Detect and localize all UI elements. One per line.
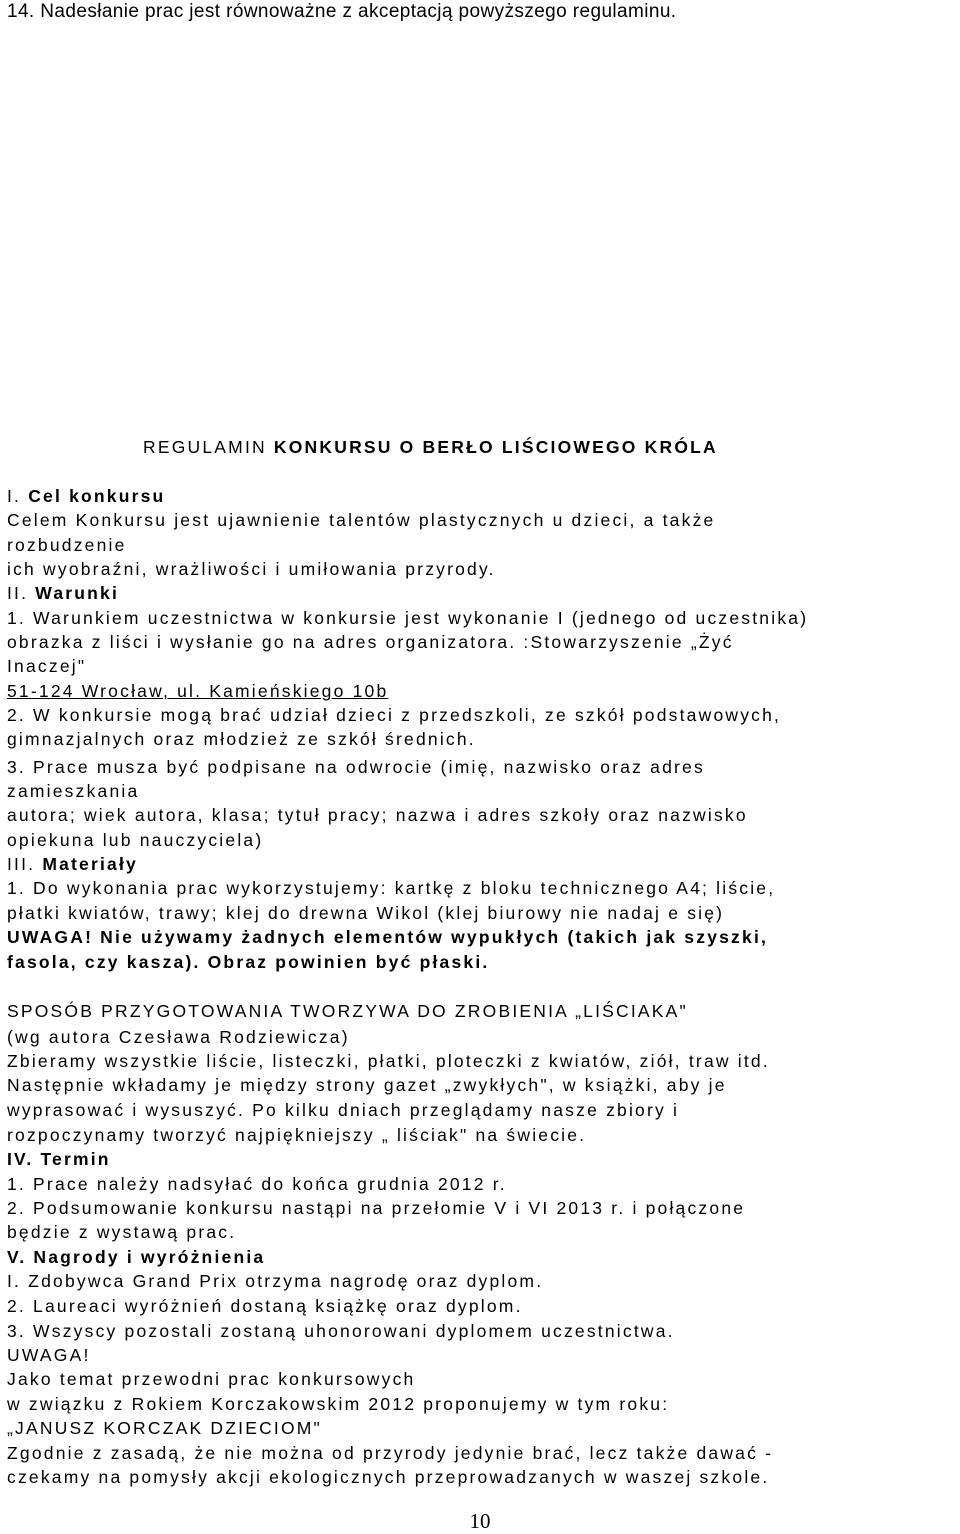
page-number: 10: [469, 1509, 491, 1533]
section-2-line: 3. Prace musza być podpisane na odwrocie (imię, nazwisko oraz adres: [7, 757, 705, 777]
section-1-title: Cel konkursu: [28, 486, 166, 506]
section-4-line: będzie z wystawą prac.: [7, 1222, 237, 1242]
section-1-line: Celem Konkursu jest ujawnienie talentów plastycznych u dzieci, a także: [7, 510, 716, 530]
section-3-heading: [7, 853, 138, 875]
section-4-line: 2. Podsumowanie konkursu nastąpi na przełomie V i VI 2013 r. i połączone: [7, 1198, 746, 1218]
section-5-line: w związku z Rokiem Korczakowskim 2012 proponujemy w tym roku:: [7, 1394, 670, 1414]
section-2-title: Warunki: [35, 583, 120, 603]
organizer-address: 51-124 Wrocław, ul. Kamieńskiego 10b: [7, 681, 389, 701]
section-3-title: Materiały: [42, 854, 138, 874]
method-line: Następnie wkładamy je między strony gazet „zwykłych", w książki, aby je: [7, 1075, 727, 1095]
title-prefix: REGULAMIN: [143, 437, 274, 457]
title-bold: KONKURSU O BERŁO LIŚCIOWEGO KRÓLA: [273, 437, 718, 457]
section-5-line: Jako temat przewodni prac konkursowych: [7, 1369, 416, 1389]
section-5-line: 2. Laureaci wyróżnień dostaną książkę oraz dyplom.: [7, 1296, 523, 1316]
method-line: Zbieramy wszystkie liście, listeczki, płatki, ploteczki z kwiatów, ziół, traw itd.: [7, 1051, 770, 1071]
section-1-number: I.: [7, 486, 29, 506]
section-5-line: Zgodnie z zasadą, że nie można od przyrody jedynie brać, lecz także dawać -: [7, 1443, 774, 1463]
section-2-line: 2. W konkursie mogą brać udział dzieci z przedszkoli, ze szkół podstawowych,: [7, 705, 782, 725]
section-5-line: I. Zdobywca Grand Prix otrzyma nagrodę oraz dyplom.: [7, 1271, 544, 1291]
method-line: wyprasować i wysuszyć. Po kilku dniach przeglądamy nasze zbiory i: [7, 1100, 680, 1120]
section-2-line: Inaczej": [7, 656, 87, 676]
section-5-heading: V. Nagrody i wyróżnienia: [7, 1247, 266, 1267]
document-title: [143, 436, 718, 458]
section-2-line: gimnazjalnych oraz młodzież ze szkół średnich.: [7, 729, 476, 749]
section-2-line: autora; wiek autora, klasa; tytuł pracy; nazwa i adres szkoły oraz nazwisko: [7, 805, 748, 825]
section-2-heading: [7, 582, 119, 604]
section-3-warning: fasola, czy kasza). Obraz powinien być płaski.: [7, 952, 490, 972]
section-2-line: obrazka z liści i wysłanie go na adres organizatora. :Stowarzyszenie „Żyć: [7, 632, 734, 652]
section-5-line: czekamy na pomysły akcji ekologicznych przeprowadzanych w waszej szkole.: [7, 1467, 770, 1487]
method-line: rozpoczynamy tworzyć najpiękniejszy „ liściak" na świecie.: [7, 1125, 587, 1145]
section-5-line: 3. Wszyscy pozostali zostaną uhonorowani dyplomem uczestnictwa.: [7, 1321, 675, 1341]
section-2-number: II.: [7, 583, 36, 603]
method-line: (wg autora Czesława Rodziewicza): [7, 1027, 350, 1047]
section-3-line: 1. Do wykonania prac wykorzystujemy: kartkę z bloku technicznego A4; liście,: [7, 878, 776, 898]
section-2-line: opiekuna lub nauczyciela): [7, 830, 264, 850]
section-3-line: płatki kwiatów, trawy; klej do drewna Wikol (klej biurowy nie nadaj e się): [7, 903, 725, 923]
section-1-line: ich wyobraźni, wrażliwości i umiłowania przyrody.: [7, 559, 496, 579]
section-5-line: „JANUSZ KORCZAK DZIECIOM": [7, 1418, 322, 1438]
rule-14: 14. Nadesłanie prac jest równoważne z akceptacją powyższego regulaminu.: [7, 1, 677, 22]
section-1-heading: [7, 485, 165, 507]
section-3-warning: UWAGA! Nie używamy żadnych elementów wypukłych (takich jak szyszki,: [7, 927, 769, 947]
section-3-number: III.: [7, 854, 43, 874]
section-5-line: UWAGA!: [7, 1345, 91, 1365]
section-4-heading: IV. Termin: [7, 1149, 111, 1169]
section-4-line: 1. Prace należy nadsyłać do końca grudnia 2012 r.: [7, 1174, 507, 1194]
section-2-line: zamieszkania: [7, 781, 140, 801]
section-1-line: rozbudzenie: [7, 535, 127, 555]
section-2-line: 1. Warunkiem uczestnictwa w konkursie jest wykonanie I (jednego od uczestnika): [7, 608, 809, 628]
method-heading: SPOSÓB PRZYGOTOWANIA TWORZYWA DO ZROBIENIA „LIŚCIAKA": [7, 1001, 688, 1021]
